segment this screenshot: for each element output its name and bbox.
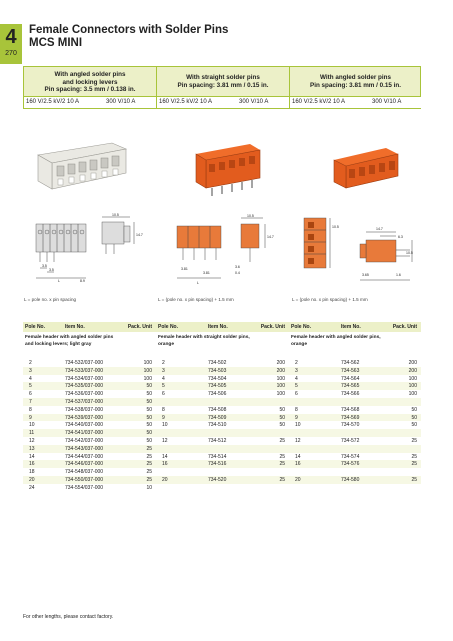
pack-unit: 50	[146, 399, 152, 405]
caption-col2: L = (pole no. x pin spacing) + 1.5 mm	[158, 297, 234, 302]
dim-label: 3.6	[235, 265, 240, 269]
table-row	[156, 468, 289, 476]
table-row	[156, 421, 289, 429]
pack-unit: 100	[276, 375, 285, 382]
item-number: 734-516	[208, 461, 227, 468]
dim-label: 0.4	[235, 271, 240, 275]
item-number: 734-574	[341, 453, 360, 460]
item-number: 734-504	[208, 375, 227, 382]
item-number: 734-514	[208, 453, 227, 460]
table-row	[289, 382, 421, 390]
dim-label: 3.81	[181, 267, 188, 271]
section-tab	[0, 24, 22, 64]
pole-number: 8	[295, 406, 298, 413]
item-number: 734-544/037-000	[65, 453, 104, 460]
item-number: 734-580	[341, 477, 360, 483]
pole-number: 6	[162, 391, 165, 398]
table-subtitle: Female header with angled solder pins, orange	[291, 335, 381, 347]
pole-number: 18	[29, 469, 35, 476]
pack-unit: 25	[411, 438, 417, 444]
table-row	[156, 429, 289, 437]
col2-heading: With straight solder pins Pin spacing: 3.81 mm / 0.15 in.	[177, 74, 269, 89]
pack-unit: 50	[279, 406, 285, 413]
pole-number: 6	[29, 391, 32, 398]
pole-number: 5	[295, 383, 298, 390]
caption-col1: L = pole no. x pin spacing	[24, 297, 77, 302]
pack-unit: 50	[146, 383, 152, 390]
table-row	[23, 359, 156, 367]
table-row	[23, 414, 156, 422]
table-row	[156, 484, 289, 492]
pack-unit: 50	[411, 406, 417, 413]
page-number: 270	[5, 50, 17, 57]
col1-ratings: 160 V/2.5 kV/2 10 A 300 V/10 A	[24, 96, 156, 108]
table-row	[156, 453, 289, 461]
pole-number: 4	[162, 375, 165, 382]
table-row	[156, 382, 289, 390]
pole-number: 20	[29, 477, 35, 483]
pack-unit: 25	[146, 469, 152, 476]
pole-number: 2	[29, 360, 32, 366]
orange-angled-connector-photo	[328, 142, 408, 200]
item-number: 734-546/037-000	[65, 461, 104, 468]
spec-header	[23, 66, 421, 109]
page-title	[29, 24, 228, 50]
table-row	[156, 460, 289, 468]
pack-unit: 100	[408, 383, 417, 390]
item-number: 734-532/037-000	[65, 360, 104, 366]
pack-unit: 100	[143, 360, 152, 366]
pole-number: 14	[29, 453, 35, 460]
pack-unit: 50	[146, 414, 152, 421]
table-row	[23, 406, 156, 414]
pole-number: 4	[295, 375, 298, 382]
footer-note: For other lengths, please contact factory.	[23, 614, 114, 620]
pole-number: 3	[295, 367, 298, 374]
dim-label: 1.6	[396, 273, 401, 277]
table-row	[289, 445, 421, 453]
pack-unit: 200	[276, 360, 285, 366]
spec-header-col-1	[24, 67, 157, 108]
pole-number: 13	[29, 445, 35, 452]
pole-number: 14	[295, 453, 301, 460]
item-number: 734-512	[208, 438, 227, 444]
table-subtitle: Female header with angled solder pins and locking levers; light gray	[25, 335, 114, 347]
pack-unit: 50	[279, 422, 285, 429]
item-number: 734-539/037-000	[65, 414, 104, 421]
item-number: 734-534/037-000	[65, 375, 104, 382]
pack-unit: 25	[279, 453, 285, 460]
table-row	[23, 445, 156, 453]
pole-number: 20	[162, 477, 168, 483]
item-number: 734-536/037-000	[65, 391, 104, 398]
pack-unit: 100	[143, 367, 152, 374]
table-row	[289, 484, 421, 492]
dim-label: 10.5	[247, 214, 254, 218]
pole-number: 12	[295, 438, 301, 444]
pack-unit: 25	[411, 453, 417, 460]
table-row	[156, 367, 289, 375]
table-row	[289, 414, 421, 422]
pack-unit: 25	[146, 461, 152, 468]
item-number: 734-576	[341, 461, 360, 468]
pole-number: 11	[29, 430, 35, 437]
table-row	[23, 476, 156, 484]
pack-unit: 50	[146, 430, 152, 437]
spec-header-col-2	[157, 67, 290, 108]
item-number: 734-535/037-000	[65, 383, 104, 390]
pack-unit: 25	[411, 477, 417, 483]
pack-unit: 25	[411, 461, 417, 468]
pack-unit: 200	[276, 367, 285, 374]
page-title-line1: Female Connectors with Solder Pins	[29, 24, 229, 36]
table-row	[289, 429, 421, 437]
pole-number: 3	[162, 367, 165, 374]
pack-unit: 100	[276, 383, 285, 390]
table-row	[289, 367, 421, 375]
pack-unit: 50	[146, 391, 152, 398]
item-number: 734-503	[208, 367, 227, 374]
table-row	[23, 398, 156, 406]
table-header: Pole No. Item No. Pack. Unit	[289, 322, 421, 332]
item-number: 734-548/037-000	[65, 469, 104, 476]
dim-label: 14.7	[267, 235, 274, 239]
pole-number: 9	[295, 414, 298, 421]
dim-label: 3.5	[49, 268, 54, 272]
pack-unit: 25	[279, 461, 285, 468]
item-number: 734-537/037-000	[65, 399, 104, 405]
orange-straight-connector-drawing	[173, 214, 279, 292]
pole-number: 7	[29, 399, 32, 405]
item-number: 734-554/037-000	[65, 484, 104, 491]
item-number: 734-541/037-000	[65, 430, 104, 437]
pole-number: 5	[162, 383, 165, 390]
col2-ratings: 160 V/2.5 kV/2 10 A 300 V/10 A	[157, 96, 289, 108]
table-row	[23, 468, 156, 476]
item-table-col1	[23, 322, 156, 492]
table-row	[23, 382, 156, 390]
pole-number: 9	[162, 414, 165, 421]
pole-number: 20	[295, 477, 301, 483]
table-row	[156, 445, 289, 453]
pole-number: 16	[162, 461, 168, 468]
table-row	[289, 421, 421, 429]
item-number: 734-566	[341, 391, 360, 398]
col3-heading: With angled solder pins Pin spacing: 3.81 mm / 0.15 in.	[310, 74, 401, 89]
table-row	[156, 476, 289, 484]
pack-unit: 25	[146, 477, 152, 483]
table-row	[289, 468, 421, 476]
caption-col3: L = (pole no. x pin spacing) + 1.5 mm	[292, 297, 368, 302]
table-row	[156, 414, 289, 422]
pole-number: 14	[162, 453, 168, 460]
pack-unit: 50	[146, 406, 152, 413]
item-table-col2	[156, 322, 289, 492]
pole-number: 10	[162, 422, 168, 429]
pole-number: 24	[29, 484, 35, 491]
col1-heading: With angled solder pins and locking levers Pin spacing: 3.5 mm / 0.138 in.	[44, 71, 136, 93]
table-row	[156, 398, 289, 406]
table-row	[156, 390, 289, 398]
item-number: 734-505	[208, 383, 227, 390]
dim-label: L	[197, 281, 199, 285]
table-row	[23, 437, 156, 445]
pack-unit: 50	[411, 422, 417, 429]
item-number: 734-543/037-000	[65, 445, 104, 452]
pole-number: 10	[29, 422, 35, 429]
table-row	[289, 453, 421, 461]
col3-ratings: 160 V/2.5 kV/2 10 A 300 V/10 A	[290, 96, 421, 108]
item-number: 734-570	[341, 422, 360, 429]
dim-label: 8.9	[80, 279, 85, 283]
orange-straight-connector-photo	[190, 138, 270, 200]
item-number: 734-572	[341, 438, 360, 444]
pack-unit: 25	[146, 453, 152, 460]
pole-number: 16	[295, 461, 301, 468]
pole-number: 8	[162, 406, 165, 413]
pack-unit: 100	[408, 391, 417, 398]
dim-label: 3.65	[362, 273, 369, 277]
table-row	[289, 437, 421, 445]
pole-number: 10	[295, 422, 301, 429]
table-subtitle: Female header with straight solder pins, orange	[158, 335, 250, 347]
dim-label: 14.7	[136, 233, 143, 237]
page-title-line2: MCS MINI	[29, 37, 83, 49]
table-row	[23, 367, 156, 375]
item-number: 734-562	[341, 360, 360, 366]
table-row	[23, 390, 156, 398]
dim-label: 10.5	[332, 225, 339, 229]
table-row	[156, 359, 289, 367]
dim-label: L	[58, 279, 60, 283]
table-row	[289, 375, 421, 383]
item-number: 734-550/037-000	[65, 477, 104, 483]
table-header: Pole No. Item No. Pack. Unit	[156, 322, 289, 332]
pole-number: 4	[29, 375, 32, 382]
pack-unit: 200	[408, 367, 417, 374]
pack-unit: 50	[411, 414, 417, 421]
item-number: 734-533/037-000	[65, 367, 104, 374]
item-number: 734-564	[341, 375, 360, 382]
dim-label: 14.7	[376, 227, 383, 231]
table-row	[289, 460, 421, 468]
pole-number: 5	[29, 383, 32, 390]
pole-number: 16	[29, 461, 35, 468]
table-row	[23, 375, 156, 383]
pack-unit: 50	[146, 438, 152, 444]
table-header: Pole No. Item No. Pack. Unit	[23, 322, 156, 332]
dim-label: 3.5	[42, 264, 47, 268]
spec-header-col-3	[290, 67, 421, 108]
dim-label: 6.3	[398, 235, 403, 239]
pack-unit: 25	[279, 438, 285, 444]
item-number: 734-540/037-000	[65, 422, 104, 429]
pack-unit: 50	[279, 414, 285, 421]
item-number: 734-569	[341, 414, 360, 421]
pack-unit: 100	[408, 375, 417, 382]
table-row	[289, 359, 421, 367]
table-row	[289, 476, 421, 484]
item-number: 734-542/037-000	[65, 438, 104, 444]
section-number: 4	[5, 26, 17, 48]
table-row	[156, 406, 289, 414]
gray-connector-photo	[30, 135, 150, 195]
item-number: 734-565	[341, 383, 360, 390]
item-number: 734-563	[341, 367, 360, 374]
item-number: 734-506	[208, 391, 227, 398]
dim-label: 10.5	[112, 213, 119, 217]
table-row	[23, 460, 156, 468]
pole-number: 12	[29, 438, 35, 444]
table-row	[289, 398, 421, 406]
pole-number: 3	[29, 367, 32, 374]
table-row	[289, 390, 421, 398]
item-number: 734-538/037-000	[65, 406, 104, 413]
table-row	[156, 375, 289, 383]
pack-unit: 10	[146, 484, 152, 491]
item-number: 734-509	[208, 414, 227, 421]
table-row	[23, 453, 156, 461]
table-row	[23, 421, 156, 429]
table-row	[23, 429, 156, 437]
item-number: 734-520	[208, 477, 227, 483]
table-row	[289, 406, 421, 414]
pole-number: 9	[29, 414, 32, 421]
dim-label: 10.5	[406, 251, 413, 255]
gray-connector-drawing	[30, 212, 148, 292]
pack-unit: 25	[279, 477, 285, 483]
item-table-col3	[289, 322, 421, 492]
pole-number: 2	[295, 360, 298, 366]
dim-label: 3.81	[203, 271, 210, 275]
pack-unit: 50	[146, 422, 152, 429]
pack-unit: 200	[408, 360, 417, 366]
item-number: 734-568	[341, 406, 360, 413]
pole-number: 12	[162, 438, 168, 444]
item-number: 734-502	[208, 360, 227, 366]
pole-number: 8	[29, 406, 32, 413]
pack-unit: 100	[276, 391, 285, 398]
item-number: 734-508	[208, 406, 227, 413]
table-row	[23, 484, 156, 492]
orange-angled-connector-drawing	[300, 214, 418, 292]
item-number: 734-510	[208, 422, 227, 429]
table-row	[156, 437, 289, 445]
pack-unit: 100	[143, 375, 152, 382]
pole-number: 6	[295, 391, 298, 398]
pole-number: 2	[162, 360, 165, 366]
pack-unit: 25	[146, 445, 152, 452]
